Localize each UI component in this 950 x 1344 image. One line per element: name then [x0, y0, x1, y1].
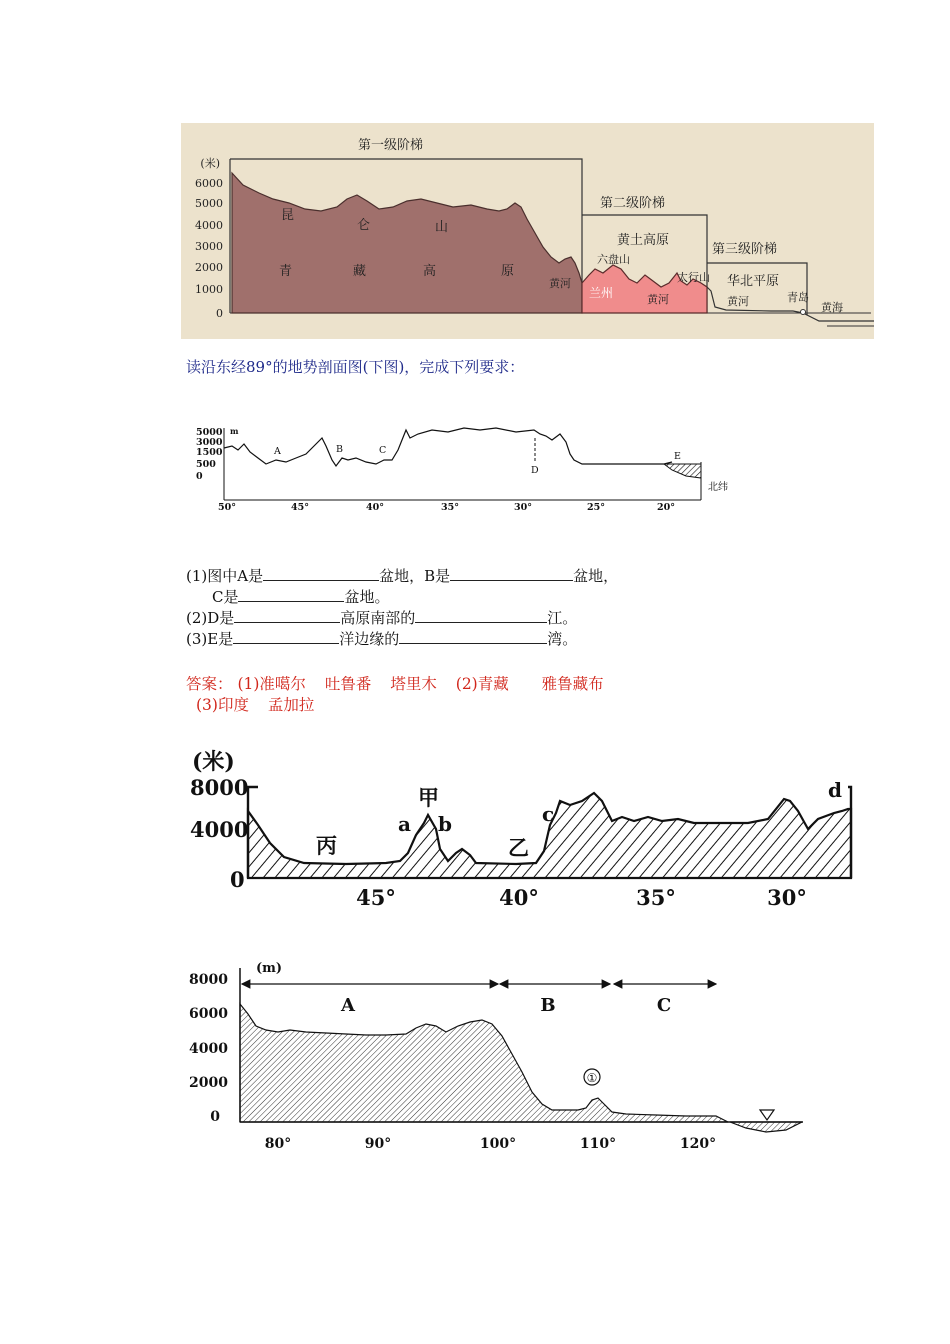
y-tick: 0	[216, 307, 223, 320]
question-2	[186, 607, 577, 628]
x-tick: 20°	[657, 502, 675, 513]
x-tick: 35°	[441, 502, 459, 513]
y-unit: (米)	[192, 749, 235, 775]
label-yi: 乙	[508, 835, 529, 860]
q3-blank-b[interactable]	[399, 628, 547, 644]
kunlun-char: 山	[435, 220, 449, 235]
fig4-sea-basin	[730, 1122, 802, 1132]
fig2-labels	[273, 444, 681, 476]
q3-blank-a[interactable]	[233, 628, 339, 644]
qingzang-char: 藏	[353, 264, 367, 279]
step2-label: 第二级阶梯	[600, 196, 666, 211]
label-d: d	[828, 778, 842, 802]
label-d: D	[531, 465, 539, 476]
question-1-line2	[212, 586, 390, 607]
qingdao-marker	[801, 310, 806, 315]
y-unit: (m)	[256, 961, 283, 976]
q1-text-d: C是	[212, 588, 239, 606]
y-tick: 500	[196, 459, 216, 470]
y-tick: 8000	[189, 972, 228, 988]
loess-plateau-label: 黄土高原	[617, 233, 670, 248]
q2-text-b: 高原南部的	[340, 609, 416, 627]
y-tick: 6000	[189, 1006, 228, 1022]
label-jia: 甲	[418, 785, 439, 810]
fig2-sea-hatched	[664, 464, 701, 478]
fig3-y-ticks	[190, 749, 248, 892]
y-tick: 3000	[196, 437, 223, 448]
answer-line2	[196, 693, 314, 715]
y-tick: 5000	[195, 197, 223, 210]
profile-89e	[186, 420, 746, 520]
q3-text-c: 湾。	[547, 630, 578, 648]
answer-1b: 吐鲁番	[324, 675, 372, 693]
label-b: B	[336, 444, 343, 455]
q3-text-a: (3)E是	[186, 630, 234, 648]
fig2-x-ticks	[218, 502, 675, 513]
x-tick: 45°	[356, 885, 396, 910]
kunlun-char: 仑	[357, 218, 371, 233]
step1-label: 第一级阶梯	[358, 138, 424, 153]
answer-1c: 塔里木	[390, 675, 437, 693]
fig4-section-labels	[340, 995, 671, 1016]
question-3	[186, 628, 577, 649]
x-tick: 100°	[479, 1136, 517, 1152]
y-tick: 4000	[190, 817, 249, 842]
q2-text-c: 江。	[547, 609, 578, 627]
q2-blank-b[interactable]	[415, 607, 547, 623]
x-tick: 120°	[679, 1136, 717, 1152]
qingzang-char: 高	[423, 264, 437, 279]
y-tick: 5000	[196, 427, 223, 438]
q1-text-e: 盆地。	[344, 588, 390, 606]
y-tick: 0	[196, 471, 203, 482]
label-e: E	[674, 451, 681, 462]
y-tick: 1000	[195, 283, 223, 296]
y-unit: (米)	[200, 157, 220, 170]
fig4-terrain	[240, 1004, 728, 1122]
fig2-y-ticks	[196, 426, 239, 482]
fig4-y-ticks	[189, 972, 228, 1125]
y-tick: 2000	[189, 1075, 228, 1091]
x-tick: 45°	[291, 502, 309, 513]
answer-prefix: 答案：	[186, 675, 233, 693]
answer-3a: (3)印度	[196, 696, 249, 714]
y-tick: 1500	[196, 447, 223, 458]
answer-line1	[186, 672, 604, 694]
q1-blank-b[interactable]	[450, 565, 573, 581]
profile-jia-yi-bing	[186, 745, 866, 915]
q2-text-a: (2)D是	[186, 609, 235, 627]
label-a: a	[398, 812, 411, 836]
x-tick: 40°	[499, 885, 539, 910]
kunlun-char: 昆	[281, 208, 295, 223]
section-b-label: B	[540, 995, 556, 1016]
instruction-text: 读沿东经89°的地势剖面图(下图)，完成下列要求：	[186, 358, 525, 376]
answer-3b: 孟加拉	[267, 696, 315, 714]
section-c-label: C	[656, 995, 672, 1016]
label-c: c	[542, 802, 555, 826]
y-tick: 0	[230, 867, 245, 892]
x-tick: 30°	[514, 502, 532, 513]
x-tick: 30°	[767, 885, 807, 910]
q1-blank-a[interactable]	[263, 565, 379, 581]
label-bing: 丙	[316, 833, 337, 858]
answer-2b: 雅鲁藏布	[541, 675, 604, 693]
x-unit: 北纬	[708, 482, 728, 493]
north-plain-label: 华北平原	[727, 274, 780, 289]
question-1-line1	[186, 565, 618, 586]
answer-1a: (1)准噶尔	[237, 675, 306, 693]
fig3-x-ticks	[356, 885, 807, 910]
x-tick: 90°	[364, 1136, 392, 1152]
yellow-sea-label: 黄海	[821, 301, 843, 314]
qingdao-label: 青岛	[787, 291, 809, 304]
y-tick: 8000	[190, 775, 249, 800]
fig4-x-ticks	[265, 1136, 716, 1152]
q1-text-c: 盆地，	[573, 567, 619, 585]
x-tick: 25°	[587, 502, 605, 513]
y-tick: 3000	[195, 240, 223, 253]
q2-blank-a[interactable]	[234, 607, 340, 623]
sea-level-marker-icon	[760, 1110, 774, 1120]
y-tick: 0	[210, 1109, 220, 1125]
y-unit: m	[230, 426, 239, 436]
answer-2a: (2)青藏	[455, 675, 509, 693]
q1-blank-c[interactable]	[238, 586, 344, 602]
x-tick: 80°	[264, 1136, 292, 1152]
q1-text-a: (1)图中A是	[186, 567, 264, 585]
x-tick: 35°	[636, 885, 676, 910]
huanghe-label-2: 黄河	[647, 293, 669, 306]
x-tick: 40°	[366, 502, 384, 513]
qingzang-char: 原	[501, 264, 515, 279]
label-a: A	[274, 446, 281, 457]
q1-text-b: 盆地，B是	[379, 567, 451, 585]
liupan-label: 六盘山	[597, 253, 630, 266]
y-tick: 4000	[189, 1041, 228, 1057]
huanghe-label-1: 黄河	[549, 277, 571, 290]
huanghe-label-3: 黄河	[727, 295, 749, 308]
qingzang-char: 青	[279, 264, 293, 279]
section-a-label: A	[341, 995, 355, 1016]
y-tick: 4000	[195, 219, 223, 232]
label-c: C	[379, 445, 387, 456]
label-b: b	[438, 812, 452, 836]
y-tick: 6000	[195, 177, 223, 190]
y-tick: 2000	[195, 261, 223, 274]
x-tick: 50°	[218, 502, 236, 513]
x-tick: 110°	[579, 1136, 617, 1152]
taihang-label: 太行山	[677, 271, 710, 284]
circle-label: ①	[586, 1071, 598, 1085]
fig2-terrain-line	[224, 428, 672, 466]
step3-label: 第三级阶梯	[712, 242, 778, 257]
profile-abc	[186, 958, 816, 1168]
q3-text-b: 洋边缘的	[339, 630, 400, 648]
lanzhou-label: 兰州	[589, 286, 614, 300]
terrain-steps-profile	[181, 123, 874, 339]
